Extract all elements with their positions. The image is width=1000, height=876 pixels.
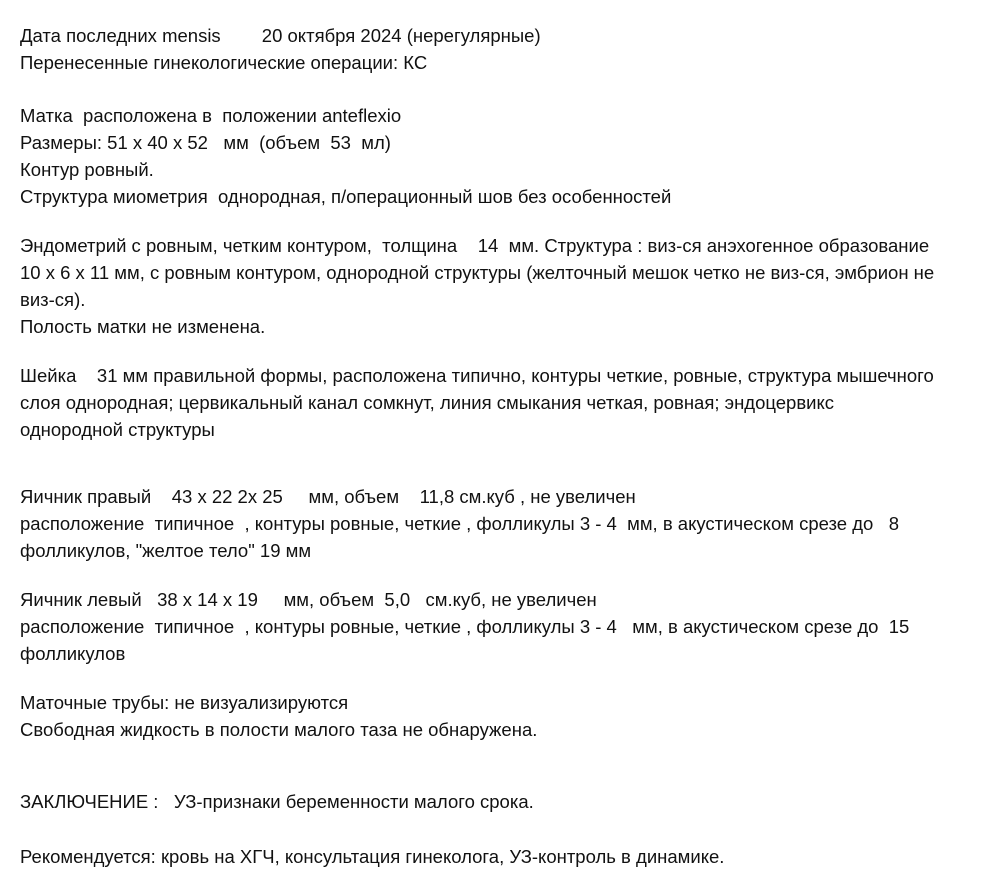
right-ovary-description-line-2: фолликулов, "желтое тело" 19 мм <box>20 540 312 561</box>
left-ovary-dimensions-line: Яичник левый 38 х 14 х 19 мм, объем 5,0 см.куб, не увеличен <box>20 589 597 610</box>
uterus-position-line: Матка расположена в положении anteflexio <box>20 105 402 126</box>
section-recommendation <box>20 843 992 870</box>
left-ovary-description-line-1: расположение типичное , контуры ровные, четкие , фолликулы 3 - 4 мм, в акустическом срезе до 15 <box>20 616 910 637</box>
last-mensis-date-line: Дата последних mensis 20 октября 2024 (нерегулярные) <box>20 25 541 46</box>
section-anamnesis <box>20 22 992 76</box>
endometrium-line-2: 10 х 6 х 11 мм, с ровным контуром, однородной структуры (желточный мешок четко не виз-ся, эмбрион не <box>20 262 935 283</box>
conclusion-line: ЗАКЛЮЧЕНИЕ : УЗ-признаки беременности малого срока. <box>20 791 534 812</box>
endometrium-line-1: Эндометрий с ровным, четким контуром, толщина 14 мм. Структура : виз-ся анэхогенное образование <box>20 235 930 256</box>
uterus-dimensions-line: Размеры: 51 х 40 х 52 мм (объем 53 мл) <box>20 132 391 153</box>
recommendation-line: Рекомендуется: кровь на ХГЧ, консультация гинеколога, УЗ-контроль в динамике. <box>20 846 725 867</box>
left-ovary-description-line-2: фолликулов <box>20 643 126 664</box>
cervix-line-2: слоя однородная; цервикальный канал сомкнут, линия смыкания четкая, ровная; эндоцервикс <box>20 392 835 413</box>
cervix-line-1: Шейка 31 мм правильной формы, расположена типично, контуры четкие, ровные, структура мышечного <box>20 365 934 386</box>
section-conclusion <box>20 788 992 815</box>
section-uterus <box>20 102 992 210</box>
section-left-ovary <box>20 586 992 667</box>
cervix-line-3: однородной структуры <box>20 419 215 440</box>
uterine-cavity-line: Полость матки не изменена. <box>20 316 266 337</box>
section-right-ovary <box>20 483 992 564</box>
right-ovary-dimensions-line: Яичник правый 43 х 22 2х 25 мм, объем 11,8 см.куб , не увеличен <box>20 486 636 507</box>
myometrium-structure-line: Структура миометрия однородная, п/операционный шов без особенностей <box>20 186 672 207</box>
uterus-contour-line: Контур ровный. <box>20 159 154 180</box>
section-tubes-and-fluid <box>20 689 992 743</box>
endometrium-line-3: виз-ся). <box>20 289 86 310</box>
fallopian-tubes-line: Маточные трубы: не визуализируются <box>20 692 349 713</box>
section-cervix <box>20 362 992 443</box>
free-fluid-line: Свободная жидкость в полости малого таза не обнаружена. <box>20 719 538 740</box>
right-ovary-description-line-1: расположение типичное , контуры ровные, четкие , фолликулы 3 - 4 мм, в акустическом срезе до 8 <box>20 513 900 534</box>
past-gynecological-operations-line: Перенесенные гинекологические операции: КС <box>20 52 428 73</box>
section-endometrium <box>20 232 992 340</box>
